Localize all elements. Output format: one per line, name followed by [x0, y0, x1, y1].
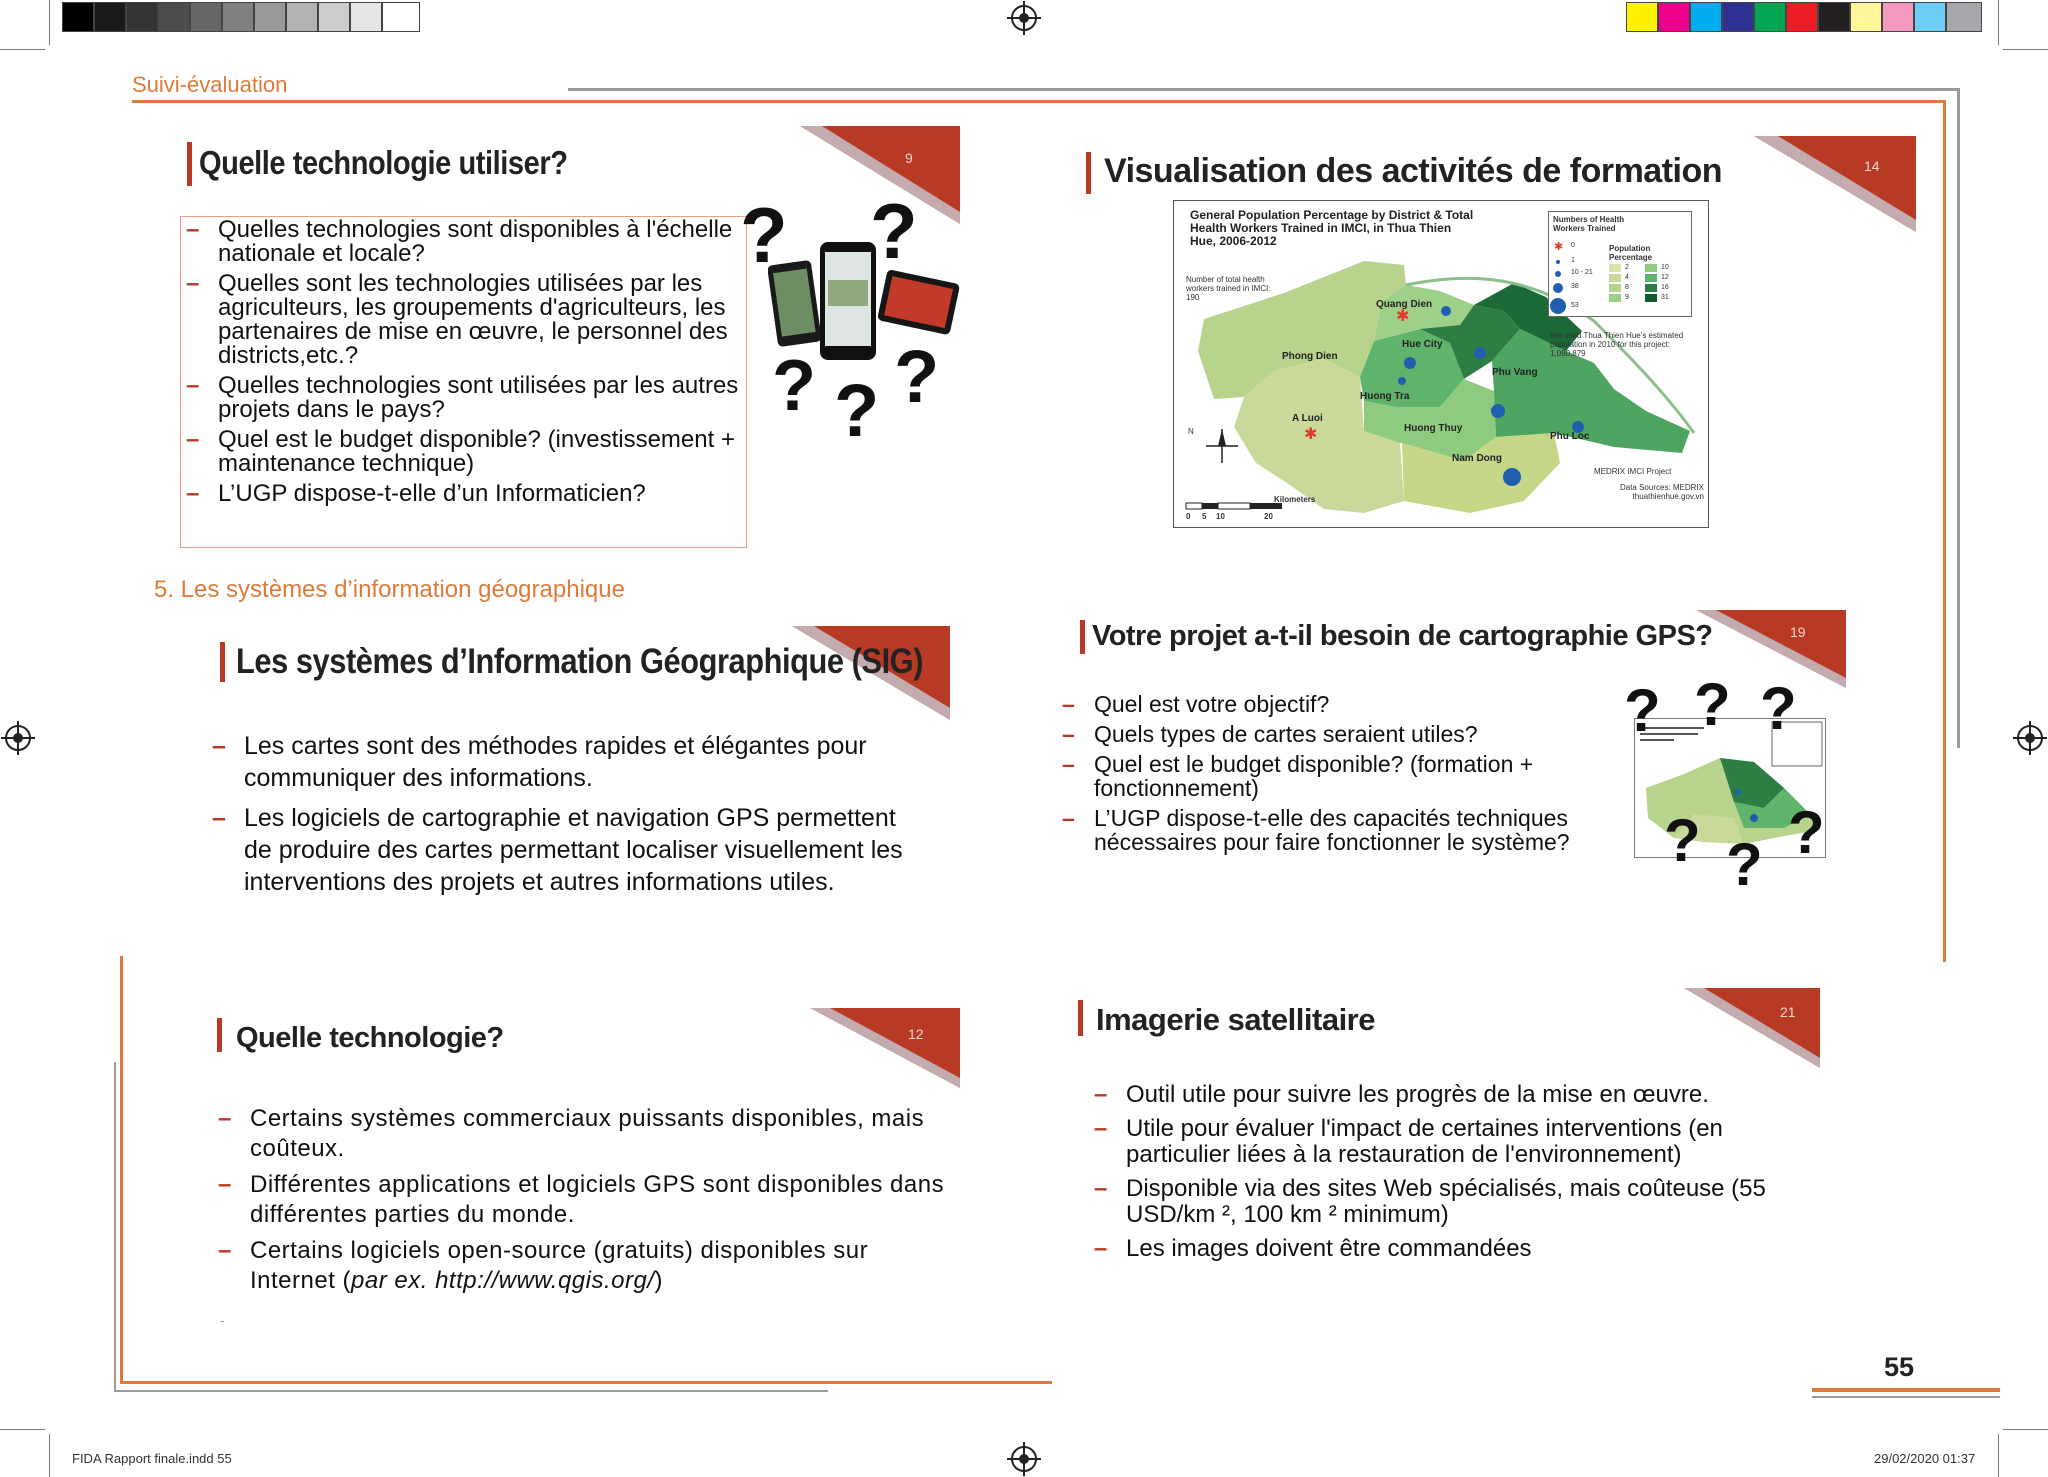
legend-pct: 2	[1625, 264, 1629, 271]
question-mark-icon: ?	[870, 187, 918, 275]
title-bar	[217, 1018, 222, 1052]
right-grey-rule	[1957, 88, 1960, 748]
svg-text:✱: ✱	[1396, 306, 1410, 325]
frame-grey-bottom	[114, 1390, 828, 1392]
bullet-list	[186, 218, 746, 512]
title-bar	[1080, 620, 1085, 654]
scale-tick: 0	[1186, 512, 1191, 521]
footer-filename: FIDA Rapport finale.indd 55	[72, 1451, 232, 1466]
list-item: – Les images doivent être commandées	[1094, 1236, 1814, 1262]
legend-pct: 31	[1661, 294, 1669, 301]
district-map	[1173, 200, 1709, 528]
slide-title: Quelle technologie?	[236, 1022, 504, 1054]
list-item	[218, 1236, 958, 1296]
question-mark-icon: ?	[1760, 675, 1797, 742]
district-label: Hue City	[1402, 339, 1443, 350]
question-mark-icon: ?	[1664, 807, 1701, 874]
slide-ribbon	[1684, 988, 1820, 1068]
list-item: – Quelles technologies sont utilisées par les autres projets dans le pays?	[186, 374, 746, 422]
list-item: – L’UGP dispose-t-elle des capacités techniques nécessaires pour faire fonctionner le système?	[1062, 806, 1622, 854]
legend-pct: 9	[1625, 294, 1629, 301]
slide-title: Les systèmes d’Information Géographique (SIG)	[236, 642, 924, 681]
svg-text:✱: ✱	[1304, 424, 1318, 443]
bullet-list	[212, 730, 912, 904]
slide-title: Votre projet a-t-il besoin de cartographie GPS?	[1092, 620, 1713, 652]
map-note: Number of total health workers trained in IMCI: 190	[1186, 275, 1271, 302]
list-item: – Quels types de cartes seraient utiles?	[1062, 722, 1622, 746]
map-legend	[1548, 211, 1692, 317]
registration-mark-right	[2017, 725, 2043, 751]
legend-pct: 8	[1625, 284, 1629, 291]
list-item: – Quel est le budget disponible? (investissement + maintenance technique)	[186, 428, 746, 476]
slide-number: 12	[908, 1026, 924, 1042]
scale-tick: 5	[1202, 512, 1207, 521]
crop-mark	[49, 1434, 50, 1477]
registration-mark-top	[1011, 5, 1037, 31]
slide-ribbon	[1754, 136, 1916, 232]
map-project: MEDRIX IMCI Project	[1594, 467, 1672, 476]
right-orange-rule	[1943, 100, 1946, 962]
header-orange-rule	[132, 100, 1946, 103]
bullet-list	[1094, 1082, 1814, 1268]
question-mark-icon: ?	[772, 346, 816, 426]
scale-tick: 20	[1264, 512, 1273, 521]
list-item: – Les cartes sont des méthodes rapides et élégantes pour communiquer des informations.	[212, 730, 912, 794]
district-label: Huong Tra	[1360, 391, 1410, 402]
section-label: Suivi-évaluation	[132, 72, 288, 97]
header-grey-rule	[568, 88, 1960, 91]
district-label: Quang Dien	[1376, 299, 1433, 310]
page-number-rule-grey	[1812, 1396, 2000, 1398]
stray-dash: -	[220, 1312, 225, 1328]
legend-count: 1	[1571, 257, 1575, 264]
map-title: General Population Percentage by District & Total Health Workers Trained in IMCI, in Thua Thien Hue, 2006-2012	[1190, 208, 1474, 248]
qgis-example: par ex. http://www.qgis.org/	[351, 1267, 655, 1294]
slide-ribbon	[810, 1008, 960, 1088]
list-item: – L’UGP dispose-t-elle d’un Informaticien?	[186, 482, 746, 506]
legend-count: 10 - 21	[1571, 269, 1593, 276]
district-label: Huong Thuy	[1404, 423, 1463, 434]
bullet-list	[218, 1104, 958, 1302]
legend-pct: 12	[1661, 274, 1669, 281]
list-item: – Quel est le budget disponible? (formation + fonctionnement)	[1062, 752, 1622, 800]
question-mark-icon: ?	[1726, 831, 1763, 898]
scale-tick: 10	[1216, 512, 1225, 521]
crop-mark	[1998, 1434, 1999, 1477]
slide-title: Quelle technologie utiliser?	[199, 144, 568, 181]
crop-mark	[2003, 1429, 2048, 1430]
legend-population-title: Population Percentage	[1609, 244, 1653, 262]
slide-number: 21	[1780, 1004, 1796, 1020]
list-item: – Quel est votre objectif?	[1062, 692, 1622, 716]
section-heading: 5. Les systèmes d’information géographique	[154, 576, 625, 603]
legend-count: 38	[1571, 283, 1579, 290]
population-note: We used Thua Thien Hue's estimated population in 2010 for this project: 1,090,879	[1550, 331, 1684, 358]
list-item: – Les logiciels de cartographie et navigation GPS permettent de produire des cartes permettant localiser visuellement les interventions des projets et autres informations utiles.	[212, 802, 912, 898]
list-item: – Quelles technologies sont disponibles à l'échelle nationale et locale?	[186, 218, 746, 266]
north-arrow-label: N	[1188, 427, 1194, 436]
svg-text:✱: ✱	[1554, 240, 1564, 253]
list-item: – Quelles sont les technologies utilisées par les agriculteurs, les groupements d'agriculteurs, les partenaires de mise en œuvre, le personnel des districts,etc.?	[186, 272, 746, 368]
legend-symbols	[1549, 212, 1691, 316]
crop-mark	[1998, 0, 1999, 45]
question-mark-icon: ?	[1788, 799, 1825, 866]
bullet-list	[1062, 692, 1622, 860]
slide-number: 19	[1790, 624, 1806, 640]
slide-number: 9	[905, 150, 913, 166]
title-bar	[1078, 1000, 1083, 1036]
question-mark-icon: ?	[1694, 671, 1731, 738]
slide-title: Imagerie satellitaire	[1096, 1002, 1375, 1037]
page-number-rule-orange	[1812, 1388, 2000, 1392]
question-mark-icon: ?	[1624, 677, 1661, 744]
registration-mark-left	[5, 725, 31, 751]
district-label: Phong Dien	[1282, 351, 1338, 362]
district-label: A Luoi	[1292, 413, 1323, 424]
crop-mark	[0, 49, 45, 50]
list-item-end: )	[654, 1267, 664, 1294]
legend-pct: 4	[1625, 274, 1629, 281]
legend-count: 0	[1571, 242, 1575, 249]
list-item-text: Certains logiciels open-source (gratuits) disponibles sur Internet (	[250, 1237, 869, 1294]
legend-pct: 10	[1661, 264, 1669, 271]
crop-mark	[0, 1429, 45, 1430]
question-mark-icon: ?	[894, 335, 940, 418]
district-label: Phu Vang	[1492, 367, 1538, 378]
slide-title: Visualisation des activités de formation	[1104, 152, 1723, 190]
slide-number: 14	[1864, 158, 1880, 174]
list-item: – Disponible via des sites Web spécialisés, mais coûteuse (55 USD/km ², 100 km ² minimum)	[1094, 1176, 1814, 1228]
legend-pct: 16	[1661, 284, 1669, 291]
title-bar	[1086, 152, 1091, 194]
legend-count: 53	[1571, 302, 1579, 309]
list-item: – Certains systèmes commerciaux puissants disponibles, mais coûteux.	[218, 1104, 958, 1164]
frame-orange-left	[120, 956, 123, 1384]
scale-label: Kilometers	[1274, 495, 1316, 504]
footer-timestamp: 29/02/2020 01:37	[1874, 1451, 1976, 1466]
list-item: – Outil utile pour suivre les progrès de la mise en œuvre.	[1094, 1082, 1814, 1108]
list-item: – Différentes applications et logiciels GPS sont disponibles dans différentes parties du monde.	[218, 1170, 958, 1230]
title-bar	[187, 142, 192, 186]
question-mark-icon: ?	[740, 191, 788, 279]
legend-title: Numbers of Health Workers Trained	[1553, 215, 1625, 233]
frame-orange-bottom	[120, 1381, 1052, 1384]
page-number: 55	[1884, 1352, 1915, 1382]
frame-grey-left	[114, 1062, 116, 1392]
title-bar	[220, 642, 225, 682]
list-item: – Utile pour évaluer l'impact de certaines interventions (en particulier liées à la restauration de l'environnement)	[1094, 1116, 1814, 1168]
district-label: Nam Dong	[1452, 453, 1502, 464]
map-sources: Data Sources: MEDRIX thuathienhue.gov.vn	[1619, 483, 1704, 501]
district-label: Phu Loc	[1550, 431, 1590, 442]
registration-mark-bottom	[1011, 1446, 1037, 1472]
crop-mark	[2003, 49, 2048, 50]
crop-mark	[49, 0, 50, 45]
question-mark-icon: ?	[834, 369, 880, 452]
